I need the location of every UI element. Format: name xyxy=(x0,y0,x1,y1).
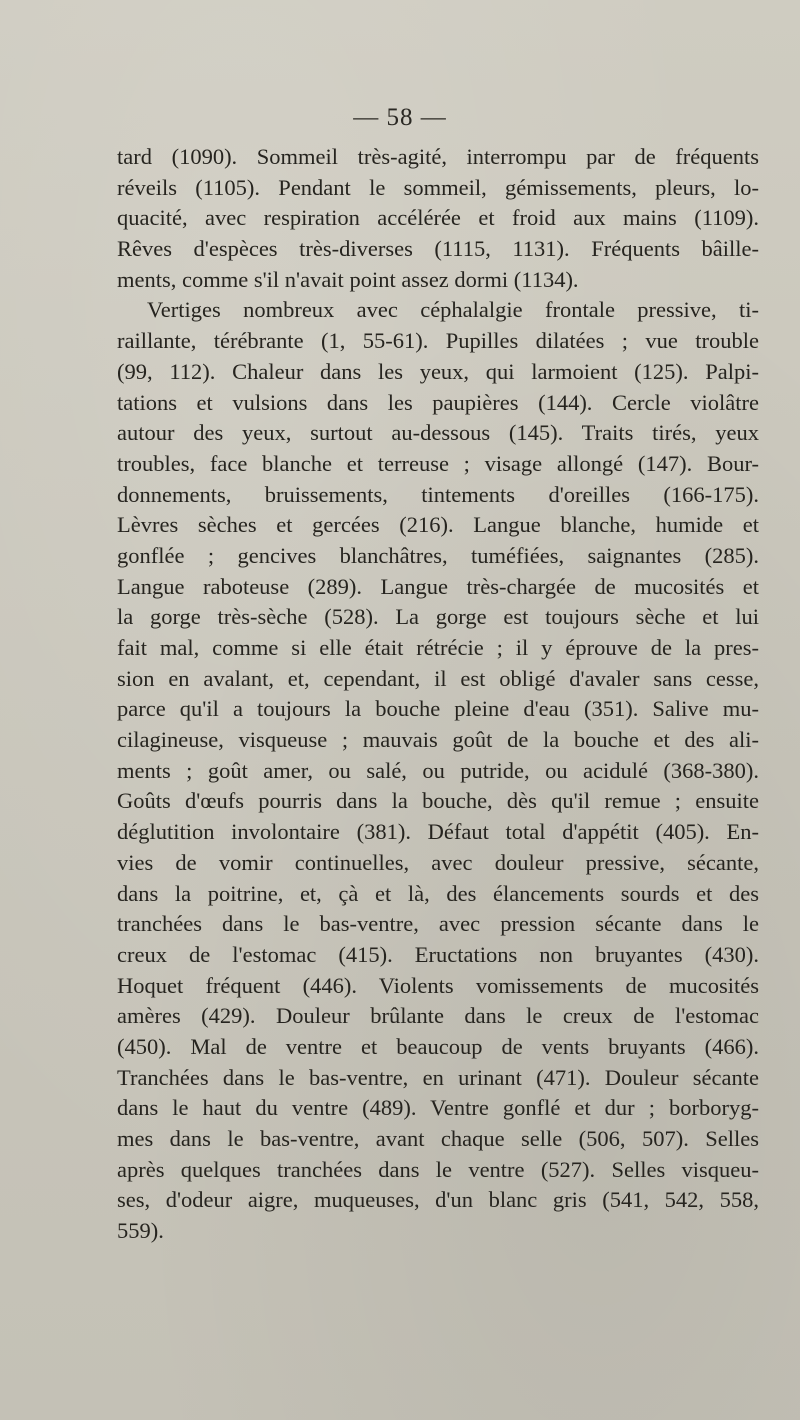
text-line: tranchées dans le bas-ventre, avec pression sécante dans le xyxy=(117,911,759,937)
text-line: cilagineuse, visqueuse ; mauvais goût de la bouche et des ali- xyxy=(117,727,759,753)
text-line: parce qu'il a toujours la bouche pleine d'eau (351). Salive mu- xyxy=(117,696,759,722)
text-line: Rêves d'espèces très-diverses (1115, 1131). Fréquents bâille- xyxy=(117,236,759,262)
text-line: (450). Mal de ventre et beaucoup de vents bruyants (466). xyxy=(117,1033,759,1059)
text-line: Goûts d'œufs pourris dans la bouche, dès qu'il remue ; ensuite xyxy=(117,788,759,814)
text-line: après quelques tranchées dans le ventre (527). Selles visqueu- xyxy=(117,1156,759,1182)
text-line: tard (1090). Sommeil très-agité, interrompu par de fréquents xyxy=(117,144,759,169)
text-line: dans la poitrine, et, çà et là, des élancements sourds et des xyxy=(117,880,759,906)
text-line: troubles, face blanche et terreuse ; visage allongé (147). Bour- xyxy=(117,450,759,476)
text-line: amères (429). Douleur brûlante dans le creux de l'estomac xyxy=(117,1003,759,1029)
text-line: fait mal, comme si elle était rétrécie ; il y éprouve de la pres- xyxy=(117,635,759,660)
text-line: autour des yeux, surtout au-dessous (145). Traits tirés, yeux xyxy=(117,420,759,446)
text-line: Vertiges nombreux avec céphalalgie frontale pressive, ti- xyxy=(147,297,759,323)
text-line: ments, comme s'il n'avait point assez dormi (1134). xyxy=(117,266,579,292)
text-line: ments ; goût amer, ou salé, ou putride, ou acidulé (368-380). xyxy=(117,757,759,783)
text-line: Lèvres sèches et gercées (216). Langue blanche, humide et xyxy=(117,512,759,538)
text-line: vies de vomir continuelles, avec douleur pressive, sécante, xyxy=(117,849,759,875)
text-line: sion en avalant, et, cependant, il est obligé d'avaler sans cesse, xyxy=(117,665,759,691)
text-line: la gorge très-sèche (528). La gorge est toujours sèche et lui xyxy=(117,604,759,630)
text-line: Hoquet fréquent (446). Violents vomissements de mucosités xyxy=(117,972,759,998)
text-line: réveils (1105). Pendant le sommeil, gémissements, pleurs, lo- xyxy=(117,174,759,200)
text-line: raillante, térébrante (1, 55-61). Pupilles dilatées ; vue trouble xyxy=(117,328,759,354)
show-through-offset xyxy=(117,1180,759,1210)
text-line: gonflée ; gencives blanchâtres, tuméfiées, saignantes (285). xyxy=(117,542,759,568)
text-line: 559). xyxy=(117,1218,164,1244)
text-line: dans le haut du ventre (489). Ventre gonflé et dur ; borboryg- xyxy=(117,1095,759,1121)
text-line: donnements, bruissements, tintements d'oreilles (166-175). xyxy=(117,481,759,507)
body-text xyxy=(117,142,759,1247)
text-line: (99, 112). Chaleur dans les yeux, qui larmoient (125). Palpi- xyxy=(117,358,759,384)
text-line: creux de l'estomac (415). Eructations non bruyantes (430). xyxy=(117,941,759,967)
page-number: — 58 — xyxy=(353,104,447,131)
text-line: déglutition involontaire (381). Défaut total d'appétit (405). En- xyxy=(117,819,759,845)
text-line: ses, d'odeur aigre, muqueuses, d'un blanc gris (541, 542, 558, xyxy=(117,1187,759,1213)
text-line: tations et vulsions dans les paupières (144). Cercle violâtre xyxy=(117,389,759,415)
text-line: Tranchées dans le bas-ventre, en urinant (471). Douleur sécante xyxy=(117,1064,759,1090)
text-line: quacité, avec respiration accélérée et froid aux mains (1109). xyxy=(117,205,759,231)
text-line: Langue raboteuse (289). Langue très-chargée de mucosités et xyxy=(117,573,759,599)
text-line: mes dans le bas-ventre, avant chaque selle (506, 507). Selles xyxy=(117,1126,759,1151)
